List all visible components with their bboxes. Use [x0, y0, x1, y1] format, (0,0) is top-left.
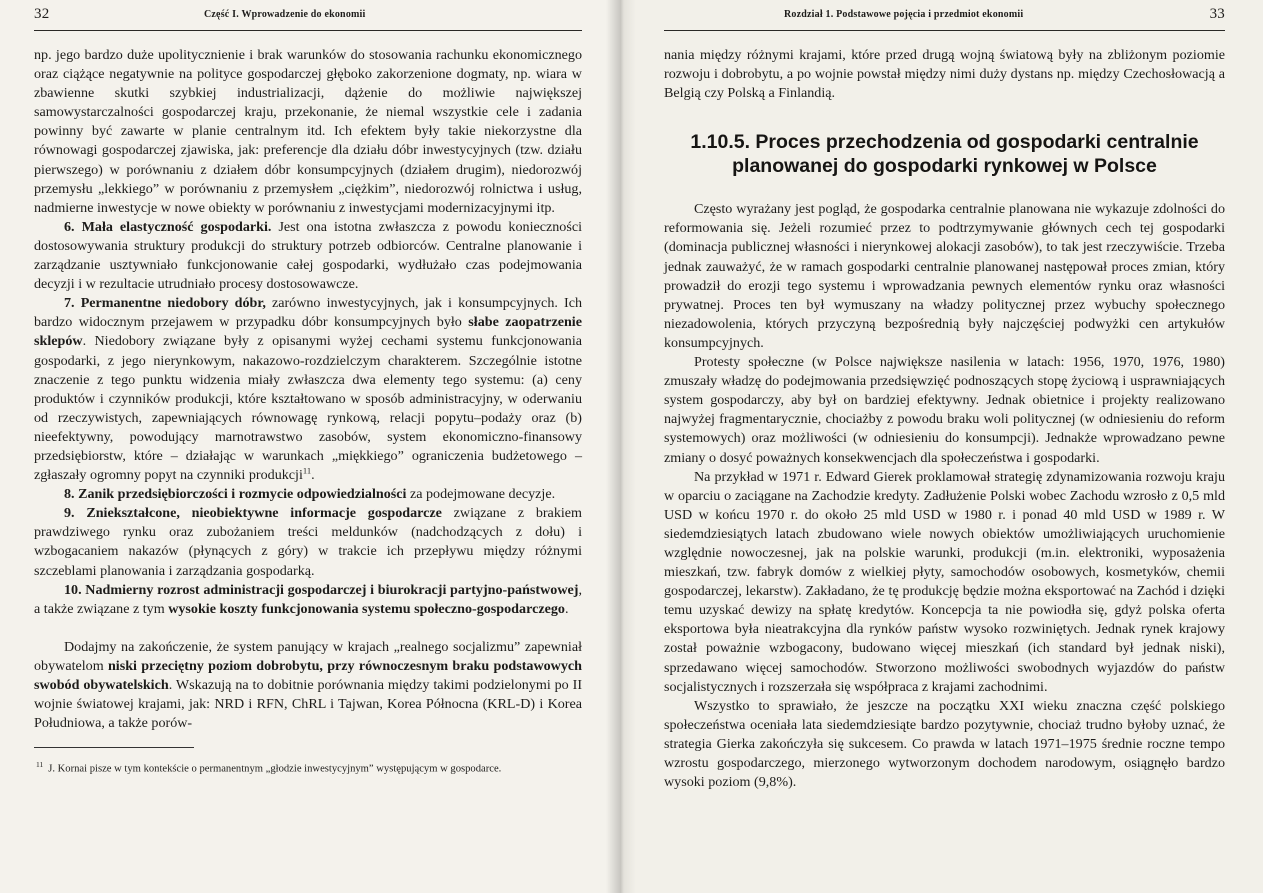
bold-run: 6. Mała elastyczność gospodarki. — [64, 218, 272, 235]
left-paragraph-6 — [34, 638, 582, 733]
bold-run: niski przeciętny poziom dobrobytu, przy równoczesnym braku podstawowych swobód obywatelskich — [34, 657, 582, 693]
bold-run: słabe zaopatrzenie sklepów — [34, 314, 582, 350]
left-paragraph-3 — [34, 485, 582, 504]
section-heading-line-2: planowanej do gospodarki rynkowej w Polsce — [732, 155, 1157, 178]
text-run: . Wskazują na to dobitnie porównania między takimi podzielonymi po II wojnie światowej krajami, jak: NRD i RFN, ChRL i Tajwan, Korea Północna (KRL-D) i Korea Południowa, a także porów- — [34, 677, 583, 732]
bold-run: 7. Permanentne niedobory dóbr, — [64, 295, 266, 312]
bold-run: wysokie koszty funkcjonowania systemu społeczno-gospodarczego — [168, 600, 565, 617]
text-run: . — [311, 467, 315, 484]
bold-run: 9. Zniekształcone, nieobiektywne informacje gospodarcze — [64, 505, 442, 522]
left-paragraph-4 — [34, 504, 582, 580]
text-run: za podejmowane decyzje. — [406, 486, 556, 503]
left-running-head — [34, 6, 582, 31]
text-run: . — [564, 600, 569, 617]
right-body-text — [664, 46, 1225, 792]
bold-run: 8. Zanik przedsiębiorczości i rozmycie odpowiedzialności — [64, 486, 407, 503]
bold-run: 10. Nadmierny rozrost administracji gospodarczej i biurokracji partyjno-państwowej — [64, 581, 579, 598]
footnote-ref: 11 — [36, 760, 44, 770]
footnote-marker: 11 — [302, 465, 312, 476]
footnote — [34, 758, 582, 776]
left-paragraph-5 — [34, 581, 582, 619]
text-run: , a także związane z tym — [34, 581, 582, 617]
right-page-number: 33 — [1209, 6, 1225, 22]
section-heading — [664, 130, 1225, 178]
left-page-number: 32 — [34, 6, 50, 22]
text-run: Jest ona istotna zwłaszcza z powodu konieczności dostosowywania struktury produkcji do struktury potrzeb odbiorców. Centralne planowanie i zarządzanie usztywniało funkcjonowanie całej gospodarki, wydłużało czas podejmowania decyzji i w rezultacie utrudniało procesy dostosowawcze. — [34, 218, 582, 293]
left-body-text — [34, 46, 582, 733]
continuation-paragraph: nania między różnymi krajami, które przed drugą wojną światową były na zbliżonym poziomie rozwoju i dobrobytu, a po wojnie powstał między nimi duży dystans np. między Czechosłowacją a Belgią czy Polską a Finlandią. — [664, 47, 1225, 102]
left-paragraph-1 — [34, 218, 582, 294]
text-run: Dodajmy na zakończenie, że system panujący w krajach „realnego socjalizmu” zapewniał obywatelom — [34, 638, 582, 674]
footnote-text: J. Kornai pisze w tym kontekście o permanentnym „głodzie inwestycyjnym” występującym w gospodarce. — [48, 763, 502, 775]
paragraph-gap — [34, 619, 582, 638]
text-run: . Niedobory związane były z opisanymi wyżej cechami systemu funkcjonowania gospodarki, z jego nierynkowym, nakazowo-rozdzielczym charakterem. Szczególnie istotne znaczenie z tego punktu widzenia miały zwłaszcza dwa elementy tego systemu: (a) ceny produktów i czynników produkcji, które kształtowano w sposób administracyjny, w oderwaniu od rzeczywistych, zapewniających równowagę rynkową, relacji popytu–podaży oraz (b) nieefektywny, powodujący marnotrawstwo zasobów, system ekonomiczno-finansowy przedsiębiorstw, które – działając w warunkach „miękkiego” ograniczenia budżetowego – zgłaszały ogromny popyt na czynniki produkcji — [34, 333, 582, 484]
footnote-rule — [34, 747, 194, 748]
left-paragraph-0 — [34, 46, 582, 218]
right-paragraph-2: Na przykład w 1971 r. Edward Gierek proklamował strategię zdynamizowania rozwoju kraju w oparciu o zaciągane na Zachodzie kredyty. Zadłużenie Polski wobec Zachodu wzrosło z 0,5 mld USD w końcu 1970 r. do około 25 mld USD w 1980 r. i ponad 40 mld USD w 1989 r. W siedemdziesiątych latach zbudowano wiele nowych obiektów umożliwiających uruchomienie względnie nowoczesnej, jak na polskie warunki, produkcji (m.in. elektroniki, wyposażenia mieszkań, tzw. fabryk domów z wielkiej płyty, samochodów osobowych, kosmetyków, chemii gospodarczej, lekarstw). Zakładano, że tę produkcję będzie można eksportować na Zachód i dzięki temu uzyskać dewizy na spłatę kredytów. Koncepcja ta nie powiodła się, gdyż polska oferta eksportowa była nieatrakcyjna dla rynków państw wysoko rozwiniętych. Jednak rynek krajowy został poważnie wzbogacony, budowano więcej mieszkań (ich standard był jednak niski), sprzedawano więcej samochodów. Stworzono możliwości swobodnych wyjazdów do państw socjalistycznych i rozszerzała się współpraca z krajami zachodnimi. — [664, 468, 1225, 695]
right-paragraph-0: Często wyrażany jest pogląd, że gospodarka centralnie planowana nie wykazuje zdolności do reformowania się. Jeżeli rozumieć przez to podtrzymywanie głównych cech tej gospodarki (dominacja publicznej własności i nierynkowej alokacji zasobów), to tak jest rzeczywiście. Trzeba jednak zauważyć, że w ramach gospodarki centralnie planowanej następował proces zmian, który prowadził do erozji tego systemu i wprowadzania pewnych elementów rynku oraz własności prywatnej. Proces ten był wymuszany na władzy politycznej przez wybuchy społecznego niezadowolenia, których przyczyną bezpośrednią były najczęściej podwyżki cen artykułów konsumpcyjnych. — [664, 201, 1225, 351]
left-running-title: Część I. Wprowadzenie do ekonomii — [204, 9, 366, 20]
left-page — [0, 0, 620, 893]
text-run: zarówno inwestycyjnych, jak i konsumpcyjnych. Ich bardzo widocznym przejawem w przypadku dóbr konsumpcyjnych było — [34, 295, 582, 331]
right-running-title: Rozdział 1. Podstawowe pojęcia i przedmiot ekonomii — [784, 9, 1024, 20]
text-run: związane z brakiem prawdziwego rynku oraz zubożaniem treści meldunków (nadchodzących z dołu) i wzbogacaniem nakazów (płynących z góry) w trakcie ich przepływu między różnymi szczeblami planowania i zarządzania gospodarką. — [34, 505, 582, 579]
right-paragraph-1: Protesty społeczne (w Polsce największe nasilenia w latach: 1956, 1970, 1976, 1980) zmuszały władzę do podejmowania przedsięwzięć podnoszących stopę życiową i usprawniających system gospodarczy, aby był on bardziej efektywny. Jednak obietnice i projekty realizowano najwyżej fragmentarycznie, chociażby z powodu braku woli politycznej (w odniesieniu do reform systemowych) oraz możliwości (w odniesieniu do konsumpcji). Jednakże wprowadzano pewne zmiany o dosyć poważnych konsekwencjach dla społeczeństwa i gospodarki. — [664, 354, 1225, 466]
section-heading-line-1: 1.10.5. Proces przechodzenia od gospodarki centralnie — [690, 131, 1199, 154]
right-paragraph-3: Wszystko to sprawiało, że jeszcze na początku XXI wieku znaczna część polskiego społeczeństwa oceniała lata siedemdziesiąte bardzo pozytywnie, chociaż trudno byłoby uznać, że strategia Gierka zakończyła się sukcesem. Co prawda w latach 1971–1975 średnie roczne tempo wzrostu gospodarczego, mierzonego wytworzonym dochodem narodowym, osiągnęło bardzo wysoki poziom (9,8%). — [664, 697, 1225, 791]
right-page — [620, 0, 1263, 893]
right-running-head — [664, 6, 1225, 31]
text-run: np. jego bardzo duże upolitycznienie i brak warunków do stosowania rachunku ekonomicznego oraz ciążące negatywnie na polityce gospodarczej głęboko zakorzenione dogmaty, np. wiara w zbawienne skutki szybkiej industrializacji, dążenie do możliwie największej samowystarczalności gospodarczej kraju, przekonanie, że niemal wszystkie cele i zadania powinny być zawarte w planie centralnym itd. Ich efektem były takie niekorzystne dla równowagi gospodarczej zjawiska, jak: preferencje dla działu dóbr inwestycyjnych (tzw. działu pierwszego) w porównaniu z działem dóbr konsumpcyjnych (działem drugim), niedorozwój przemysłu „lekkiego” w porównaniu z przemysłem „ciężkim”, niedorozwój rolnictwa i usług, nadmierne inwestycje w nowe obiekty w porównaniu z inwestycjami modernizacyjnymi itp. — [34, 47, 582, 216]
left-paragraph-2 — [34, 294, 582, 485]
